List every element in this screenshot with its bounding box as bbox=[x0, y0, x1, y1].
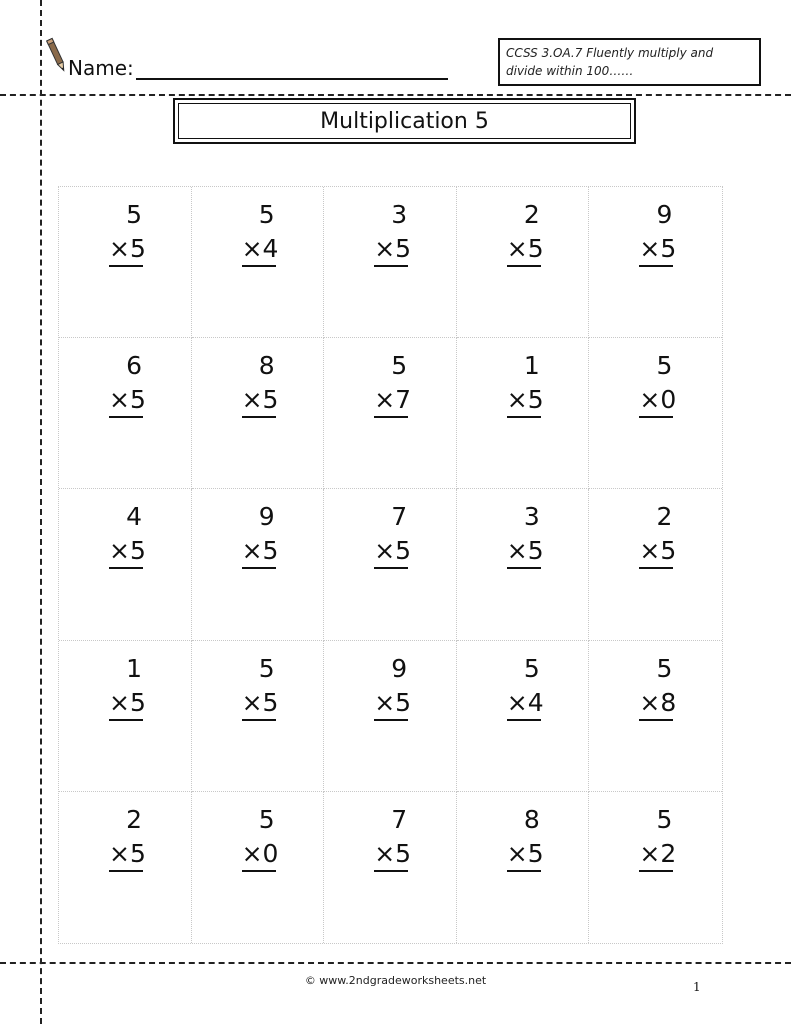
problem-multiplier: ×5 bbox=[374, 233, 408, 267]
problem-multiplier: ×4 bbox=[507, 687, 541, 721]
multiplication-problem bbox=[639, 499, 677, 569]
problem-multiplier: ×0 bbox=[639, 384, 673, 418]
multiplication-problem bbox=[109, 348, 146, 418]
problem-multiplicand: 9 bbox=[656, 200, 673, 229]
multiplication-problem bbox=[506, 348, 544, 418]
problem-multiplicand: 5 bbox=[656, 653, 673, 683]
multiplication-problem bbox=[506, 499, 544, 569]
problem-grid bbox=[58, 186, 723, 944]
problem-multiplier: ×7 bbox=[374, 384, 408, 418]
problem-cell bbox=[457, 187, 590, 338]
problem-cell bbox=[324, 489, 457, 640]
problem-multiplicand: 6 bbox=[126, 351, 142, 381]
problem-cell bbox=[59, 792, 192, 943]
problem-cell bbox=[192, 489, 325, 640]
multiplication-problem bbox=[639, 651, 677, 721]
problem-cell bbox=[324, 338, 457, 489]
problem-cell bbox=[589, 489, 722, 640]
problem-multiplier: ×2 bbox=[639, 838, 673, 872]
problem-multiplier: ×8 bbox=[639, 687, 673, 721]
problem-multiplicand: 8 bbox=[523, 804, 540, 834]
problem-multiplier: ×5 bbox=[109, 838, 143, 872]
standard-box bbox=[498, 38, 761, 86]
problem-multiplier: ×5 bbox=[109, 384, 143, 418]
problem-cell bbox=[589, 792, 722, 943]
problem-multiplicand: 5 bbox=[656, 804, 673, 834]
problem-multiplicand: 5 bbox=[258, 804, 275, 834]
problem-cell bbox=[457, 641, 590, 792]
problem-multiplicand: 2 bbox=[656, 502, 673, 532]
problem-multiplier: ×5 bbox=[374, 838, 408, 872]
problem-multiplier: ×5 bbox=[507, 535, 541, 569]
problem-multiplier: ×5 bbox=[109, 535, 143, 569]
multiplication-problem bbox=[639, 197, 677, 267]
problem-cell bbox=[589, 641, 722, 792]
multiplication-problem bbox=[374, 197, 412, 267]
problem-multiplicand: 2 bbox=[523, 200, 540, 229]
problem-cell bbox=[192, 338, 325, 489]
problem-multiplicand: 1 bbox=[523, 351, 540, 381]
problem-multiplicand: 5 bbox=[258, 653, 275, 683]
problem-multiplicand: 5 bbox=[391, 351, 408, 381]
problem-cell bbox=[589, 187, 722, 338]
problem-multiplicand: 5 bbox=[523, 653, 540, 683]
problem-multiplier: ×5 bbox=[507, 384, 541, 418]
multiplication-problem bbox=[109, 499, 146, 569]
multiplication-problem bbox=[374, 651, 412, 721]
multiplication-problem bbox=[241, 499, 279, 569]
problem-multiplicand: 3 bbox=[391, 200, 408, 229]
bottom-cut-line bbox=[0, 962, 791, 964]
problem-multiplier: ×5 bbox=[639, 233, 673, 267]
problem-cell bbox=[59, 641, 192, 792]
title-box bbox=[173, 98, 636, 144]
footer-copyright: © www.2ndgradeworksheets.net bbox=[304, 974, 487, 987]
problem-multiplicand: 2 bbox=[126, 804, 142, 834]
page-title: Multiplication 5 bbox=[178, 103, 631, 139]
multiplication-problem bbox=[241, 802, 279, 872]
multiplication-problem bbox=[639, 802, 677, 872]
problem-cell bbox=[59, 187, 192, 338]
problem-cell bbox=[59, 489, 192, 640]
problem-multiplier: ×5 bbox=[507, 838, 541, 872]
problem-multiplier: ×0 bbox=[242, 838, 276, 872]
problem-cell bbox=[59, 338, 192, 489]
problem-multiplier: ×5 bbox=[109, 233, 143, 267]
multiplication-problem bbox=[506, 802, 544, 872]
problem-multiplicand: 1 bbox=[126, 653, 142, 683]
multiplication-problem bbox=[109, 197, 146, 267]
multiplication-problem bbox=[109, 651, 146, 721]
problem-multiplicand: 3 bbox=[523, 502, 540, 532]
problem-cell bbox=[324, 792, 457, 943]
multiplication-problem bbox=[241, 651, 279, 721]
multiplication-problem bbox=[639, 348, 677, 418]
multiplication-problem bbox=[374, 348, 412, 418]
problem-cell bbox=[324, 187, 457, 338]
problem-multiplicand: 8 bbox=[258, 351, 275, 381]
problem-multiplicand: 4 bbox=[126, 502, 142, 532]
problem-cell bbox=[589, 338, 722, 489]
problem-multiplicand: 5 bbox=[656, 351, 673, 381]
problem-multiplicand: 7 bbox=[391, 502, 408, 532]
name-underline[interactable] bbox=[136, 58, 448, 80]
name-label: Name: bbox=[68, 56, 134, 80]
problem-cell bbox=[192, 187, 325, 338]
problem-multiplier: ×4 bbox=[242, 233, 276, 267]
top-cut-line bbox=[0, 94, 791, 96]
name-field bbox=[68, 56, 448, 80]
problem-cell bbox=[192, 641, 325, 792]
multiplication-problem bbox=[506, 197, 544, 267]
multiplication-problem bbox=[506, 651, 544, 721]
multiplication-problem bbox=[374, 499, 412, 569]
problem-multiplier: ×5 bbox=[242, 535, 276, 569]
problem-multiplier: ×5 bbox=[639, 535, 673, 569]
standard-text: CCSS 3.OA.7 Fluently multiply and divide within 100…… bbox=[506, 46, 714, 78]
vertical-cut-line bbox=[40, 0, 42, 1024]
pencil-icon bbox=[46, 36, 68, 76]
problem-multiplier: ×5 bbox=[242, 687, 276, 721]
multiplication-problem bbox=[374, 802, 412, 872]
multiplication-problem bbox=[241, 197, 279, 267]
problem-multiplicand: 7 bbox=[391, 804, 408, 834]
problem-cell bbox=[457, 792, 590, 943]
problem-multiplier: ×5 bbox=[242, 384, 276, 418]
problem-multiplier: ×5 bbox=[109, 687, 143, 721]
problem-multiplier: ×5 bbox=[374, 687, 408, 721]
problem-multiplicand: 5 bbox=[258, 200, 275, 229]
problem-multiplicand: 5 bbox=[126, 200, 142, 229]
problem-cell bbox=[324, 641, 457, 792]
multiplication-problem bbox=[109, 802, 146, 872]
problem-multiplicand: 9 bbox=[258, 502, 275, 532]
problem-cell bbox=[457, 338, 590, 489]
problem-multiplier: ×5 bbox=[507, 233, 541, 267]
page-number: 1 bbox=[693, 980, 701, 994]
problem-multiplicand: 9 bbox=[391, 653, 408, 683]
problem-cell bbox=[192, 792, 325, 943]
problem-multiplier: ×5 bbox=[374, 535, 408, 569]
multiplication-problem bbox=[241, 348, 279, 418]
problem-cell bbox=[457, 489, 590, 640]
